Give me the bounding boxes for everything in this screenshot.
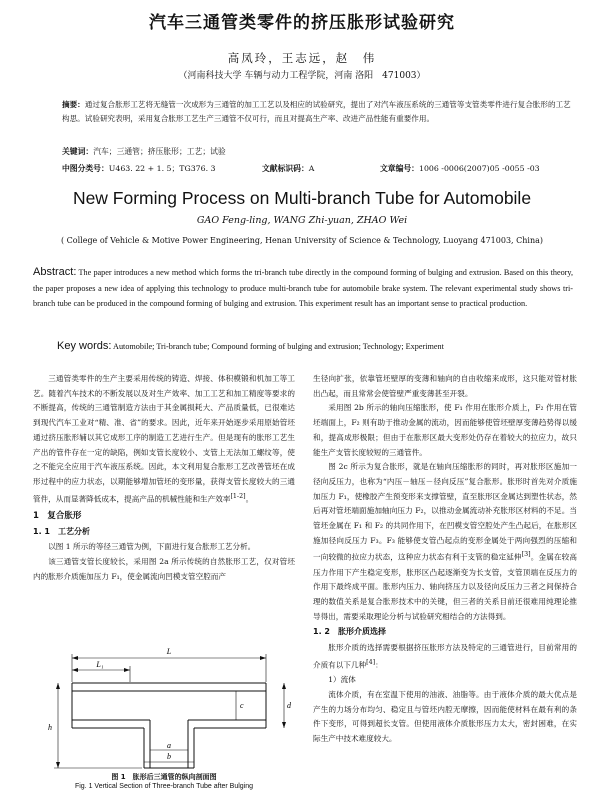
body-paragraph: 生径向扩张，依靠管坯壁厚的变薄和轴向的自由收缩来成形，这只能对管材胀出凸起，而且常常会使管壁严重变薄甚至开裂。 (313, 374, 577, 398)
abstract-en-label: Abstract: (33, 266, 77, 278)
abstract-cn (62, 98, 572, 126)
body-paragraph (313, 460, 577, 624)
section-heading: 1 复合胀形 (33, 510, 82, 521)
keywords-cn-text: 汽车；三通管；挤压胀形；工艺；试验 (93, 147, 226, 156)
body-paragraph (33, 372, 295, 507)
figure-caption-en: Fig. 1 Vertical Section of Three-branch Tube after Bulging (74, 783, 254, 790)
figure-caption (33, 773, 295, 791)
body-text: 图 2c 所示为复合胀形，就是在轴向压缩胀形的同时，再对胀形区施加一径向反压力，也称为“内压－轴压－径向反压”复合胀形。胀形时首先对介质施加压力 F₁，使橡胶产生预变形来支撑管壁，直至胀形区金属达到塑性状态，然后再对管坯端面施加轴向压力 F₂，以推动金属流动补充胀形区材料的不足。当管坯金属在 F₁ 和 F₂ 的共同作用下，在凹模支管空腔处产生凸起后，在胀形区施加径向反压力 F₃。F₃ 能够使支管凸起点的变形金属处于两向强烈的压缩和一向较微的拉应力状态，这种应力状态有利于支管的稳定延伸 (313, 462, 577, 562)
body-paragraph: 以图 1 所示的等径三通管为例，下面进行复合胀形工艺分析。 (48, 542, 256, 552)
body-paragraph (313, 641, 577, 673)
clc-number (62, 163, 216, 174)
doc-value: A (308, 164, 315, 173)
tube-section-drawing (44, 638, 294, 773)
subsection-heading: 1. 2 胀形介质选择 (313, 627, 386, 637)
body-text: 。 (245, 494, 254, 504)
clc-value: U463. 22 + 1. 5；TG376. 3 (108, 164, 216, 173)
citation: [3] (521, 551, 531, 559)
dimension-a-label: a (167, 741, 171, 750)
dimension-l-label: L (166, 647, 172, 656)
affiliation-cn: （河南科技大学 车辆与动力工程学院，河南 洛阳 471003） (178, 71, 426, 81)
abstract-en-text: The paper introduces a new method which forms the tri-branch tube directly in the compound forming of bulging and extrusion. Based on this theory, the paper proposes a new idea of applying this technology to produce multi-branch tube for automobile brake system. The relevant experimental study shows tri-branch tube can be produced in the compound forming of bulging and extrusion. This experiment result has an important sense to practical production. (33, 268, 574, 308)
article-value: 1006 -0006(2007)05 -0055 -03 (418, 164, 540, 173)
figure-1 (44, 638, 294, 773)
body-paragraph: 采用图 2b 所示的轴向压缩胀形，使 F₁ 作用在胀形介质上，F₂ 作用在管坯端面上，F₂ 则有助于推动金属的流动，因而能够使管坯壁厚变薄趋势得以缓和，提高成形极限；但由于在胀形区最大变形处仍存在着较大的拉应力，故只能生产支管长度较短的三通管件。 (313, 403, 577, 457)
keywords-en-label: Key words: (57, 340, 112, 352)
authors-en: GAO Feng-ling, WANG Zhi-yuan, ZHAO Wei (196, 215, 408, 226)
subsection-heading: 1. 1 工艺分析 (33, 526, 90, 536)
body-paragraph: 该三通管支管长度较长，采用图 2a 所示传统的自然胀形工艺，仅对管坯内的胀形介质施加压力 F₁，使金属流向凹模支管空腔而产 (33, 556, 295, 581)
abstract-cn-label: 摘要： (62, 100, 85, 109)
abstract-en (33, 265, 573, 312)
figure-caption-cn: 图 1 胀形后三通管的纵向剖面图 (111, 773, 217, 781)
paper-title-cn: 汽车三通管类零件的挤压胀形试验研究 (149, 13, 455, 33)
body-text: 。金属在较高压力作用下产生稳定变形，胀形区凸起逐渐变为长支管，支管顶端在反压力的作用下最终成平面。胀形内压力、轴向挤压力以及径向反压力三者之间保持合理的数值关系是复合胀形技术中的关键，但三者的关系目前还很难用纯理论推导得出，需要采取理论分析与试验研究相结合的方法得到。 (313, 552, 578, 621)
keywords-cn-label: 关键词： (62, 147, 94, 156)
dimension-c-label: c (240, 701, 244, 710)
body-text: 三通管类零件的生产主要采用传统的铸造、焊接、体积模锻和机加工等工艺。随着汽车技术的不断发展以及对生产效率、加工工艺和加工精度等要求的不断提高，传统的三通管制造方法由于其金属损耗大、产品质量低，已很难达到现代汽车工业对“精、准、省”的要求。因此，近年来开始逐步采用原始管坯通过挤压胀形辅以其它成形工序的制造工艺进行生产。但是现有的胀形工艺生产出的管件存在一定的缺陷，例如支管长度较小、支管上无法加工螺纹等，使之不能完全应用于汽车液压系统。因此，本文利用复合胀形工艺改善管坯在成形过程中的应力状态，以期能够增加管坯的变形量，获得支管长度较大的三通管件，从而显著降低成本，提高产品的机械性能和生产效率 (33, 374, 295, 504)
body-column-left (33, 372, 295, 584)
authors-cn: 高凤玲，王志远，赵 伟 (227, 51, 377, 65)
dimension-l1-label: L₁ (96, 660, 104, 669)
list-item: 1）流体 (328, 675, 356, 685)
dimension-b-label: b (167, 752, 171, 761)
keywords-en-text: Automobile; Tri-branch tube; Compound forming of bulging and extrusion; Technology; Experiment (113, 342, 444, 351)
clc-label: 中图分类号： (62, 164, 109, 173)
doc-code (262, 163, 314, 174)
abstract-cn-text: 通过复合胀形工艺将无缝管一次成形为三通管的加工工艺以及相应的试验研究，提出了对汽车液压系统的三通管等支管类零件进行复合胀形的工艺构思。试验研究表明，采用复合胀形工艺生产三通管不仅可行，而且对提高生产率、改进产品性能有重要作用。 (62, 100, 571, 123)
doc-label: 文献标识码： (262, 164, 309, 173)
body-column-right (313, 372, 577, 747)
citation: [1-2] (230, 492, 246, 500)
paper-title-en: New Forming Process on Multi-branch Tube for Automobile (72, 188, 532, 208)
dimension-h-label: h (48, 723, 52, 732)
article-number (380, 163, 540, 174)
body-text: 胀形介质的选择需要根据挤压胀形方法及特定的三通管进行，目前常用的介质有以下几种 (313, 643, 577, 670)
article-label: 文章编号： (380, 164, 419, 173)
body-text: ： (375, 660, 383, 670)
keywords-cn (62, 146, 572, 157)
keywords-en (57, 340, 587, 352)
dimension-d-label: d (287, 701, 291, 710)
citation: [4] (366, 658, 376, 666)
affiliation-en: ( College of Vehicle & Motive Power Engineering, Henan University of Science & Technology, Luoyang 471003, China) (60, 236, 543, 245)
body-paragraph: 流体介质，有在室温下使用的油液、油脂等。由于液体介质的最大优点是产生的力场分布均匀、稳定且与管坯内腔无摩擦，因而能使材料在最有利的条件下变形，可得到超长支管。但使用液体介质胀形压力太大，密封困难，在实际生产中技术难度较大。 (313, 689, 577, 743)
